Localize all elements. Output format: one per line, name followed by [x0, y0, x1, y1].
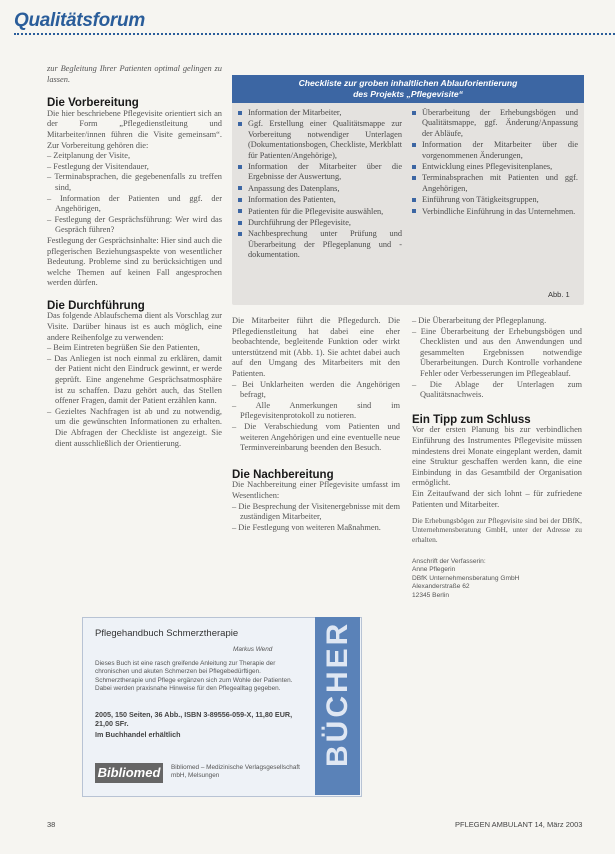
ad-description: Dieses Buch ist eine rasch greifende Anleitung zur Therapie der chronischen und akuten Schmerzen bei Pflegebedürftigen. Schmerztherapie und Pflege ergänzen sich zum Wohle der Patienten. Dabei werden praxisnahe Hinweise für den Pflegealltag gegeben. [95, 660, 293, 693]
list-item: – Die Festlegung von weiteren Maßnahmen. [232, 523, 400, 534]
list-item: – Die Besprechung der Visitenergebnisse mit dem zuständigen Mitarbeiter, [232, 502, 400, 523]
intro-text: zur Begleitung Ihrer Patienten optimal gelingen zu lassen. [47, 64, 222, 84]
checklist-item: Information der Mitarbeiter über die vorgenommenen Änderungen, [412, 140, 578, 161]
author-address [412, 558, 582, 601]
heading-nachbereitung: Die Nachbereitung [232, 468, 334, 481]
address-line: 12345 Berlin [412, 592, 450, 600]
list-item: – Die Verabschiedung vom Patienten und weiteren Angehörigen und eine eventuelle neue Terminvereinbarung beenden den Besuch. [232, 422, 400, 454]
list-item: – Gezieltes Nachfragen ist ab und zu notwendig, um die gewünschten Informationen zu erhalten. Die Abfragen der Checkliste ist angezeigt. Sie dient ausschließlich der Orientierung. [47, 407, 222, 449]
column-1 [47, 64, 222, 449]
column-3 [412, 316, 582, 601]
checklist-title-line: Checkliste zur groben inhaltlichen Ablauforientierung [298, 78, 518, 88]
paragraph: Die hier beschriebene Pflegevisite orientiert sich an der Form „Pflegedienstleitung und Mitarbeiter/innen führen die Visite gemeinsam“. Zur Vorbereitung gehören die: [47, 108, 222, 150]
list-item: – Zeitplanung der Visite, [47, 151, 222, 162]
checklist-item: Information des Patienten, [238, 195, 402, 205]
checklist-item: Nachbesprechung unter Prüfung und Überarbeitung der Pflegeplanung und -dokumentation. [238, 229, 402, 260]
ad-title: Pflegehandbuch Schmerztherapie [95, 628, 239, 639]
checklist-title-line: des Projekts „Pflegevisite“ [353, 89, 463, 99]
source-note: Die Erhebungsbögen zur Pflegevisite sind bei der DBfK, Unternehmensberatung GmbH, unter der Adresse zu erhalten. [412, 516, 582, 544]
checklist-item: Entwicklung eines Pflegevisitenplanes, [412, 162, 578, 172]
address-line: DBfK Unternehmensberatung GmbH [412, 574, 520, 582]
checklist-title [232, 75, 584, 103]
heading-durchfuehrung: Die Durchführung [47, 299, 145, 312]
list-item: – Terminabsprachen, die gegebenenfalls zu treffen sind, [47, 172, 222, 193]
checklist-item: Verbindliche Einführung in das Unternehmen. [412, 207, 578, 217]
header-divider [14, 33, 615, 35]
list-nachbereitung-cont [412, 316, 582, 401]
journal-info: PFLEGEN AMBULANT 14, März 2003 [455, 820, 583, 829]
heading-vorbereitung: Die Vorbereitung [47, 97, 139, 110]
ad-side-banner [315, 617, 360, 795]
heading-tipp: Ein Tipp zum Schluss [412, 413, 531, 426]
checklist-item: Durchführung der Pflegevisite, [238, 218, 402, 228]
ad-side-text: BÜCHER [321, 620, 354, 767]
paragraph: Die Nachbereitung einer Pflegevisite umfasst im Wesentlichen: [232, 480, 400, 500]
checklist-item: Einführung von Tätigkeitsgruppen, [412, 195, 578, 205]
ad-author: Markus Wend [233, 646, 273, 653]
list-item: – Bei Unklarheiten werden die Angehörigen befragt, [232, 380, 400, 401]
ad-publisher: Bibliomed – Medizinische Verlagsgesellschaft mbH, Melsungen [171, 764, 300, 780]
list-durchfuehrung [47, 343, 222, 449]
checklist-item: Anpassung des Datenplans, [238, 184, 402, 194]
checklist-item: Information der Mitarbeiter, [238, 108, 402, 118]
list-vorbereitung [47, 151, 222, 236]
checklist-item: Patienten für die Pflegevisite auswählen, [238, 207, 402, 217]
checklist-right-column [412, 108, 578, 218]
publisher-logo: Bibliomed [95, 763, 163, 783]
paragraph: Ein Zeitaufwand der sich lohnt – für zufriedene Patienten und Mitarbeiter. [412, 488, 582, 509]
list-item: – Festlegung der Gesprächsführung: Wer wird das Gespräch führen? [47, 215, 222, 236]
address-line: Alexanderstraße 62 [412, 583, 470, 591]
checklist-item: Ggf. Erstellung einer Qualitätsmappe zur Vorbereitung notwendiger Unterlagen (Dokumentationsbogen, Checkliste, Merkblatt für Patienten/Angehörige), [238, 119, 402, 161]
list-item: – Die Ablage der Unterlagen zum Qualitätsnachweis. [412, 380, 582, 401]
ad-details: 2005, 150 Seiten, 36 Abb., ISBN 3-89556-059-X, 11,80 EUR, 21,00 SFr. [95, 710, 293, 728]
list-item: – Eine Überarbeitung der Erhebungsbögen und Checklisten und aus den Anwendungen und gesammelten Ergebnissen notwendige Überarbeitungen. Durch Kontrolle vorhandene Fehler oder Verbesserungen im Pflegeablauf. [412, 327, 582, 380]
list-item: – Das Anliegen ist noch einmal zu erklären, damit der Patient nicht den Eindruck gewinnt, er werde geprüft. Eine angenehme Gesprächsatmosphäre ist zu schaffen. Dazu gehört auch, das Stellen offener Fragen, damit der Patient erzählen kann. [47, 354, 222, 407]
address-label: Anschrift der Verfasserin: [412, 557, 486, 565]
address-line: Anne Pflegerin [412, 566, 456, 574]
paragraph: Festlegung der Gesprächsinhalte: Hier sind auch die pflegerischen Beziehungsaspekte von wesentlicher Bedeutung. Probleme sind zu berücksichtigen und welche Themen auf keinen Fall angesprochen werden dürfen. [47, 235, 222, 288]
list-item: – Information der Patienten und ggf. der Angehörigen, [47, 194, 222, 215]
section-title: Qualitätsforum [14, 10, 145, 31]
list-nachbereitung [232, 502, 400, 534]
list-item: – Beim Eintreten begrüßen Sie den Patienten, [47, 343, 222, 354]
paragraph: Das folgende Ablaufschema dient als Vorschlag zur Visite. Darüber hinaus ist es auch möglich, eine andere Reihenfolge zu verwenden: [47, 311, 222, 342]
checklist-left-column [238, 108, 402, 262]
paragraph: Vor der ersten Planung bis zur verbindlichen Einführung des Instrumentes Pflegevisite müssen mindestens drei Monate eingeplant werden, damit eine Struktur geschaffen werden kann, die eine Einbindung in das Gesamtbild der Organisation ermöglicht. [412, 425, 582, 488]
checklist-item: Terminabsprachen mit Patienten und ggf. Angehörigen, [412, 173, 578, 194]
ad-availability: Im Buchhandel erhältlich [95, 730, 181, 739]
paragraph: Die Mitarbeiter führt die Pflegedurch. Die Pflegedienstleitung hat dabei eine eher beobachtende, begleitende Funktion oder wirkt unterstützend mit (Abb. 1). Sie achtet dabei auch auf den Umgang des Mitarbeiters mit den Patienten. [232, 316, 400, 378]
figure-label: Abb. 1 [548, 290, 570, 299]
checklist-item: Überarbeitung der Erhebungsbögen und Qualitätsmappe, ggf. Änderung/Anpassung der Abläufe, [412, 108, 578, 139]
column-2 [232, 316, 400, 533]
page-number: 38 [47, 820, 56, 829]
list-item: – Die Überarbeitung der Pflegeplanung. [412, 316, 582, 327]
list-item: – Festlegung der Visitendauer, [47, 162, 222, 173]
checklist-item: Information der Mitarbeiter über die Ergebnisse der Auswertung, [238, 162, 402, 183]
list-visite [232, 380, 400, 454]
list-item: – Alle Anmerkungen sind im Pflegevisitenprotokoll zu notieren. [232, 401, 400, 422]
